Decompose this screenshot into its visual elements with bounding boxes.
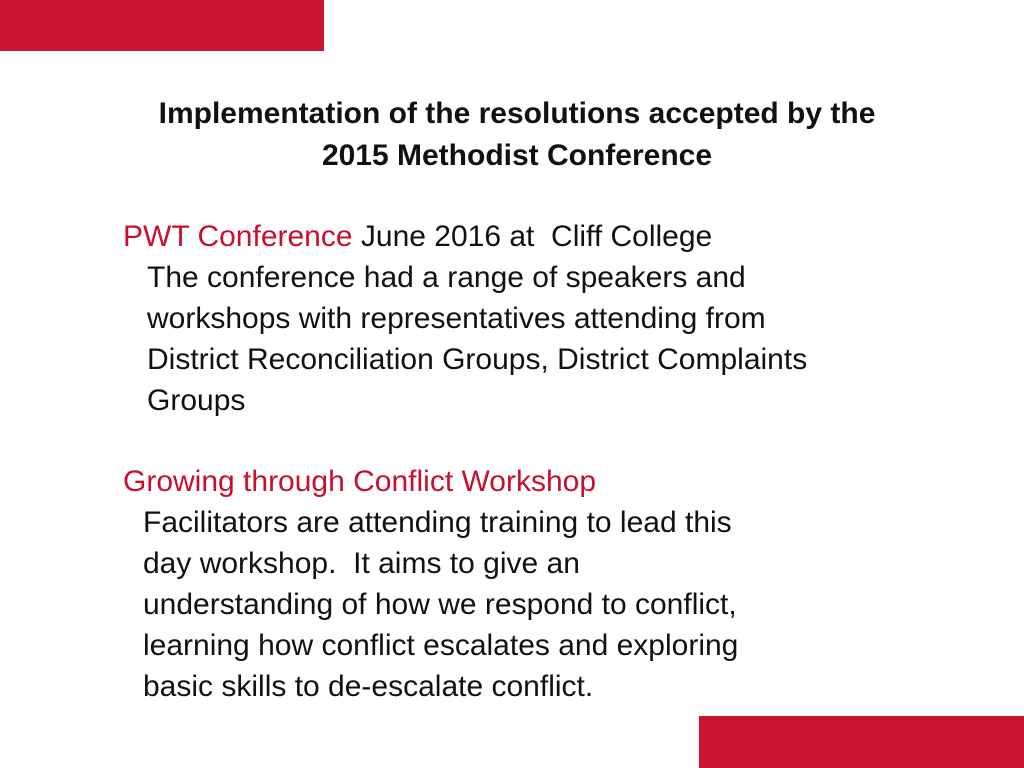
bottom-accent-bar xyxy=(699,716,1024,768)
body-line: basic skills to de-escalate conflict. xyxy=(143,670,594,703)
section-heading-line xyxy=(123,216,963,257)
body-line: learning how conflict escalates and exploring xyxy=(143,629,739,662)
slide-title xyxy=(60,93,974,177)
section-pwt-conference xyxy=(123,216,963,421)
body-line: The conference had a range of speakers and xyxy=(147,261,746,294)
body-line: workshops with representatives attending from xyxy=(147,302,766,335)
top-accent-bar xyxy=(0,0,324,51)
title-line-2: 2015 Methodist Conference xyxy=(321,139,713,172)
body-line: Groups xyxy=(147,384,246,417)
body-line: day workshop. It aims to give an xyxy=(143,547,580,580)
section-conflict-workshop xyxy=(123,461,963,707)
section-heading-rest: June 2016 at Cliff College xyxy=(352,220,713,253)
section-heading: PWT Conference xyxy=(123,220,353,253)
body-line: Facilitators are attending training to lead this xyxy=(143,506,732,539)
section-heading-line xyxy=(123,461,963,502)
body-line: understanding of how we respond to conflict, xyxy=(143,588,737,621)
section-body xyxy=(123,502,963,707)
title-line-1: Implementation of the resolutions accepted by the xyxy=(158,97,876,130)
section-body xyxy=(123,257,963,421)
body-line: District Reconciliation Groups, District Complaints xyxy=(147,343,808,376)
section-heading: Growing through Conflict Workshop xyxy=(123,465,596,498)
